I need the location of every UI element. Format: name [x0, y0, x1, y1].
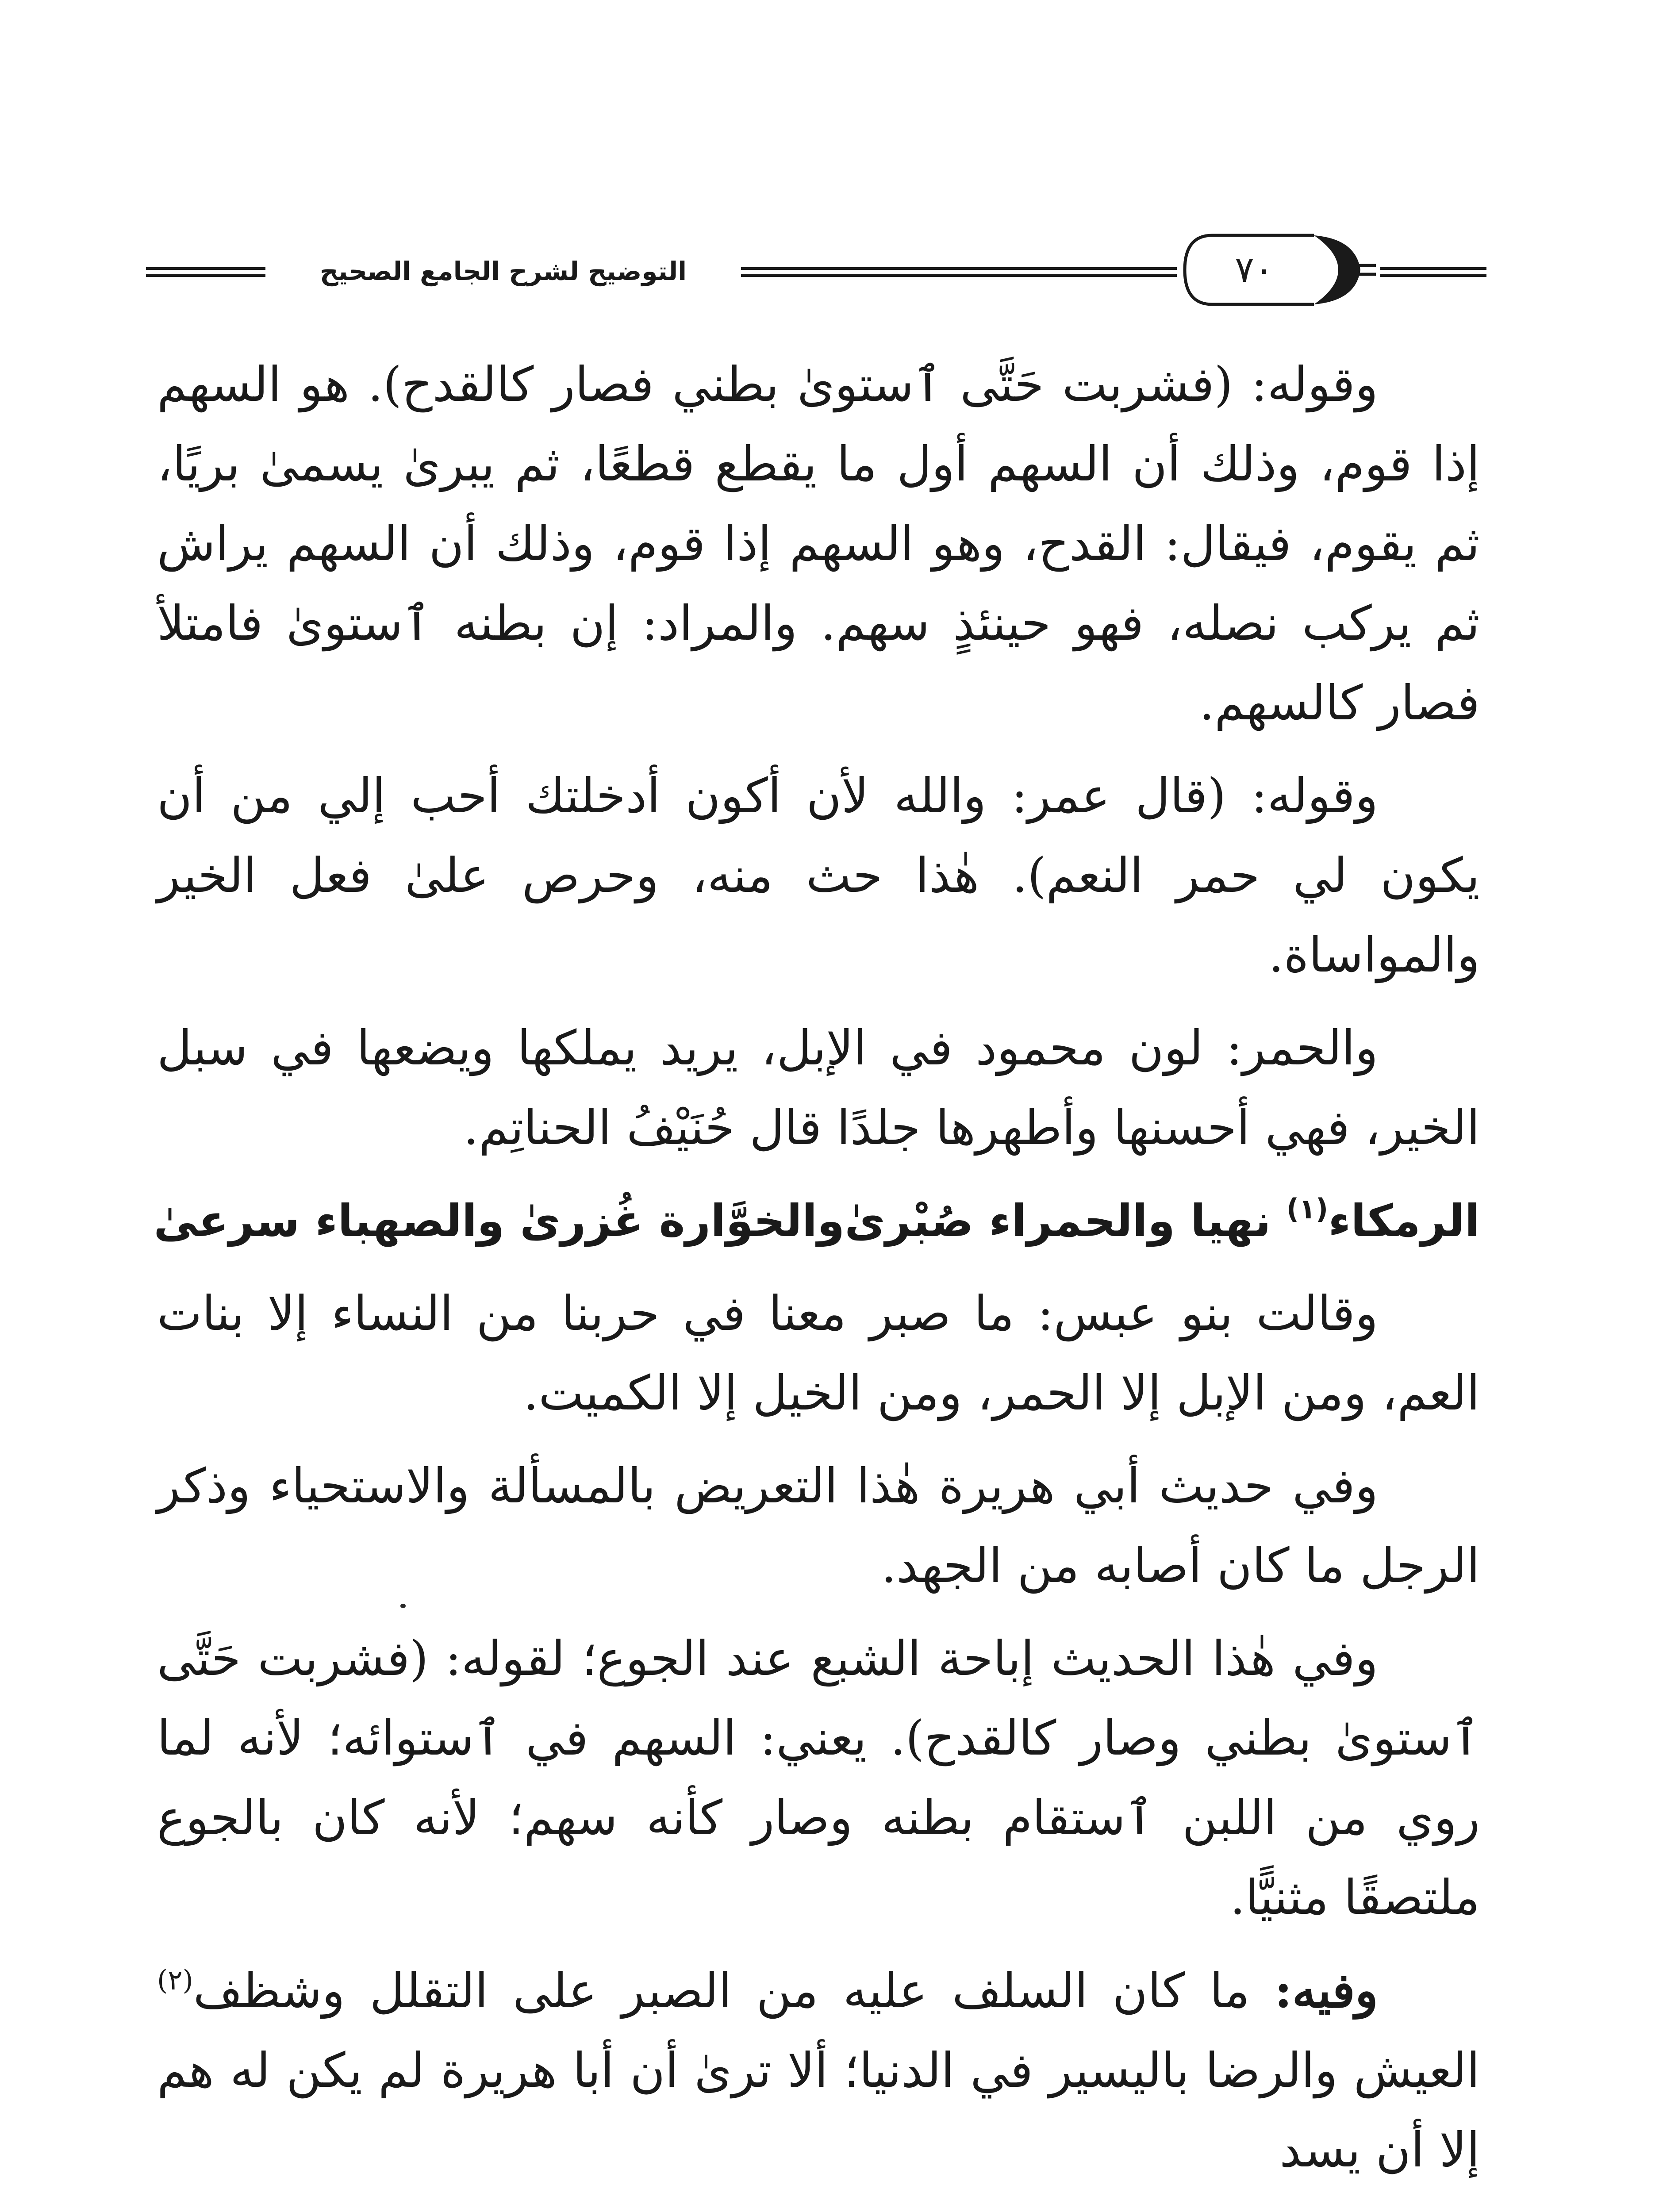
paragraph-6: وفي هٰذا الحديث إباحة الشبع عند الجوع؛ لقوله: (فشربت حَتَّى ٱستوىٰ بطني وصار كالقدح). يعني: السهم في ٱستوائه؛ لأنه لما روي من اللبن ٱستقام بطنه وصار كأنه سهم؛ لأنه كان بالجوع ملتصقًا مثنيًّا. [157, 1631, 1480, 1925]
paragraph-7 [157, 1951, 1480, 2190]
verse-hemistich-1-rest: نهيا والحمراء صُبْرىٰ [845, 1195, 1271, 1247]
paragraph-4: وقالت بنو عبس: ما صبر معنا في حربنا من النساء إلا بنات العم، ومن الإبل إلا الحمر، ومن الخيل إلا الكميت. [157, 1286, 1480, 1421]
poetry-verse [154, 1181, 1480, 1261]
footnote-ref-2: (٢) [157, 1964, 193, 1996]
footnote-ref-1: (١) [1286, 1193, 1329, 1225]
paragraph-1: وقوله: (فشربت حَتَّى ٱستوىٰ بطني فصار كالقدح). هو السهم إذا قوم، وذلك أن السهم أول ما يقطع قطعًا، ثم يبرىٰ يسمىٰ بريًا، ثم يقوم، فيقال: القدح، وهو السهم إذا قوم، وذلك أن السهم يراش ثم يركب نصله، فهو حينئذٍ سهم. والمراد: إن بطنه ٱستوىٰ فامتلأ فصار كالسهم. [157, 357, 1480, 731]
running-title: التوضيح لشرح الجامع الصحيح [319, 256, 687, 286]
verse-hemistich-2: والخوَّارة غُزرىٰ والصهباء سرعىٰ [154, 1195, 845, 1247]
page-number-badge [1181, 230, 1376, 310]
paragraph-3: والحمر: لون محمود في الإبل، يريد يملكها ويضعها في سبل الخير، فهي أحسنها وأطهرها جلدًا قال حُنَيْفُ الحناتِم. [157, 1021, 1480, 1156]
verse-hemistich-1 [845, 1181, 1480, 1261]
header-double-rule-right [1380, 267, 1486, 277]
paragraph-7-part-1: ما كان السلف عليه من الصبر على التقلل وشظف [193, 1963, 1250, 2019]
main-text [154, 345, 1480, 2204]
header-double-rule-left [146, 267, 265, 277]
paragraph-2: وقوله: (قال عمر: والله لأن أكون أدخلتك أحب إلي من أن يكون لي حمر النعم). هٰذا حث منه، وحرص علىٰ فعل الخير والمواساة. [157, 768, 1480, 983]
verse-first-word: الرمكاء [1328, 1195, 1480, 1247]
paragraph-7-keyword: وفيه: [1274, 1963, 1378, 2019]
header-double-rule-middle [741, 267, 1177, 277]
running-header [146, 221, 1486, 310]
page-number: ٧٠ [1234, 249, 1274, 291]
paragraph-5: وفي حديث أبي هريرة هٰذا التعريض بالمسألة والاستحياء وذكر الرجل ما كان أصابه من الجهد. [157, 1459, 1480, 1594]
print-speck [400, 1604, 406, 1608]
paragraph-7-part-2: العيش والرضا باليسير في الدنيا؛ ألا ترىٰ أن أبا هريرة لم يكن له هم إلا أن يسد [157, 2043, 1480, 2178]
